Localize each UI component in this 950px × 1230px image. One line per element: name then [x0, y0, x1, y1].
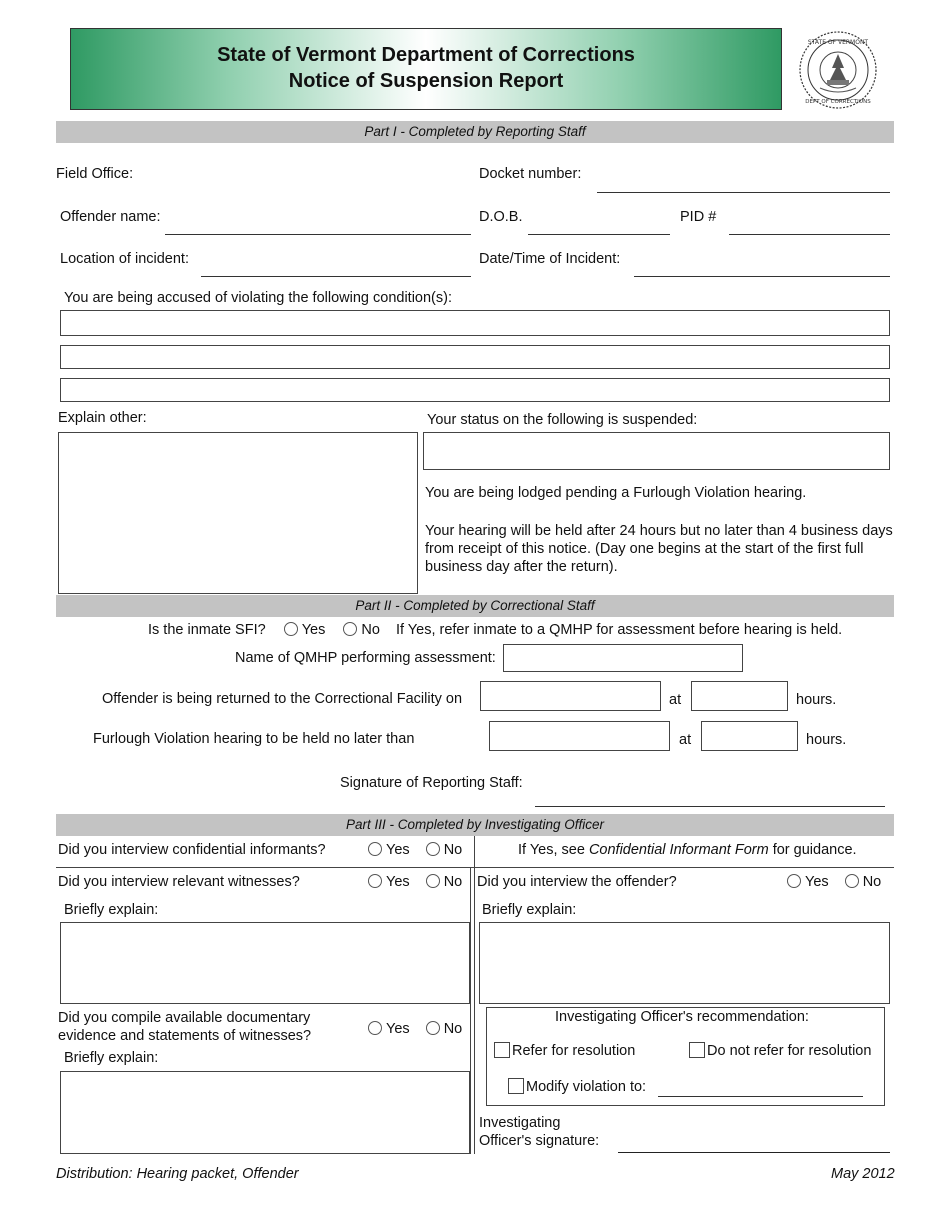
qmhp-name-field[interactable]	[503, 644, 743, 672]
modify-label: Modify violation to:	[526, 1079, 647, 1095]
modify-checkbox[interactable]	[508, 1078, 524, 1094]
explain-other-field[interactable]	[58, 432, 418, 594]
sfi-yes-radio[interactable]	[284, 622, 298, 636]
status-suspended-field[interactable]	[423, 432, 890, 470]
documentary-yes-option[interactable]	[368, 1021, 410, 1037]
informants-note-post: for guidance.	[768, 842, 857, 858]
sfi-no-label: No	[361, 622, 380, 638]
witnesses-yes-label: Yes	[386, 874, 410, 890]
svg-text:STATE OF VERMONT: STATE OF VERMONT	[807, 39, 869, 46]
condition-field-1[interactable]	[60, 310, 890, 336]
part1-section-band: Part I - Completed by Reporting Staff	[56, 121, 894, 143]
refer-label: Refer for resolution	[512, 1043, 636, 1059]
qmhp-name-label: Name of QMHP performing assessment:	[235, 650, 496, 666]
part3-divider	[474, 836, 475, 1154]
documentary-no-label: No	[443, 1021, 463, 1037]
offender-interview-options	[787, 874, 881, 890]
witnesses-yes-option[interactable]	[368, 874, 410, 890]
refer-checkbox[interactable]	[494, 1042, 510, 1058]
hearing-date-field[interactable]	[489, 721, 670, 751]
dob-label: D.O.B.	[479, 209, 523, 225]
offender-explain-label: Briefly explain:	[482, 902, 577, 918]
documentary-options	[368, 1021, 462, 1037]
form-title-line1: State of Vermont Department of Corrections	[217, 44, 635, 66]
informants-options	[368, 842, 462, 858]
informants-question: Did you interview confidential informants?	[58, 842, 326, 858]
officer-signature-line1: Investigating	[479, 1115, 561, 1131]
offender-interview-question: Did you interview the offender?	[477, 874, 677, 890]
offender-name-label: Offender name:	[60, 209, 161, 225]
sfi-note: If Yes, refer inmate to a QMHP for assessment before hearing is held.	[395, 622, 843, 638]
witnesses-no-radio[interactable]	[426, 874, 440, 888]
do-not-refer-checkbox[interactable]	[689, 1042, 705, 1058]
officer-signature-field[interactable]	[618, 1152, 890, 1153]
witnesses-no-option[interactable]	[426, 874, 463, 890]
documentary-yes-radio[interactable]	[368, 1021, 382, 1035]
offender-no-label: No	[862, 874, 882, 890]
part3-row-divider	[56, 867, 894, 868]
returned-hours-label: hours.	[796, 692, 837, 708]
documentary-yes-label: Yes	[386, 1021, 410, 1037]
informants-no-option[interactable]	[426, 842, 463, 858]
form-title-line2: Notice of Suspension Report	[288, 70, 564, 92]
reporting-signature-field[interactable]	[535, 806, 885, 807]
docket-number-label: Docket number:	[479, 166, 582, 182]
sfi-no-option[interactable]	[343, 622, 380, 638]
returned-at-label: at	[669, 692, 682, 708]
sfi-yes-label: Yes	[301, 622, 326, 638]
witnesses-yes-radio[interactable]	[368, 874, 382, 888]
form-title-banner	[70, 28, 782, 110]
sfi-yes-option[interactable]	[284, 622, 326, 638]
location-label: Location of incident:	[60, 251, 189, 267]
hearing-info-text: Your hearing will be held after 24 hours but no later than 4 business days from receipt of this notice. (Day one begins at the start of the first full business day after the return).	[425, 523, 893, 575]
part2-section-band: Part II - Completed by Correctional Staff	[56, 595, 894, 617]
documentary-question	[58, 1009, 311, 1045]
informants-yes-label: Yes	[386, 842, 410, 858]
witnesses-no-label: No	[443, 874, 463, 890]
offender-yes-label: Yes	[805, 874, 829, 890]
witnesses-options	[368, 874, 462, 890]
do-not-refer-label: Do not refer for resolution	[707, 1043, 872, 1059]
reporting-signature-label: Signature of Reporting Staff:	[340, 775, 523, 791]
informants-note	[518, 842, 857, 858]
modify-option[interactable]	[508, 1078, 646, 1095]
part3-section-band: Part III - Completed by Investigating Officer	[56, 814, 894, 836]
informant-form-reference: Confidential Informant Form	[588, 842, 769, 858]
condition-field-2[interactable]	[60, 345, 890, 369]
documentary-explain-label: Briefly explain:	[64, 1050, 159, 1066]
datetime-label: Date/Time of Incident:	[479, 251, 621, 267]
vermont-seal-icon	[797, 30, 879, 110]
recommendation-box	[486, 1007, 885, 1106]
witnesses-explain-label: Briefly explain:	[64, 902, 159, 918]
pid-label: PID #	[680, 209, 717, 225]
offender-no-radio[interactable]	[845, 874, 859, 888]
hearing-deadline-label: Furlough Violation hearing to be held no later than	[93, 731, 415, 747]
hearing-hours-label: hours.	[806, 732, 847, 748]
form-date: May 2012	[831, 1166, 895, 1182]
informants-no-label: No	[443, 842, 463, 858]
documentary-no-option[interactable]	[426, 1021, 463, 1037]
informants-yes-radio[interactable]	[368, 842, 382, 856]
informants-no-radio[interactable]	[426, 842, 440, 856]
status-suspended-label: Your status on the following is suspended:	[427, 412, 698, 428]
officer-signature-label	[479, 1114, 599, 1150]
offender-yes-radio[interactable]	[787, 874, 801, 888]
documentary-no-radio[interactable]	[426, 1021, 440, 1035]
sfi-question	[148, 622, 842, 638]
condition-field-3[interactable]	[60, 378, 890, 402]
hearing-at-label: at	[679, 732, 692, 748]
recommendation-title: Investigating Officer's recommendation:	[555, 1009, 809, 1025]
conditions-prompt: You are being accused of violating the following condition(s):	[64, 290, 452, 306]
hearing-time-field[interactable]	[701, 721, 798, 751]
sfi-no-radio[interactable]	[343, 622, 357, 636]
documentary-question-line2: evidence and statements of witnesses?	[58, 1028, 312, 1044]
dob-field[interactable]	[528, 234, 670, 235]
offender-yes-option[interactable]	[787, 874, 829, 890]
returned-time-field[interactable]	[691, 681, 788, 711]
part3-divider-inner	[470, 868, 471, 1154]
offender-name-field[interactable]	[165, 234, 471, 235]
lodged-notice: You are being lodged pending a Furlough Violation hearing.	[425, 485, 807, 501]
witnesses-explain-field[interactable]	[60, 922, 470, 1004]
pid-field[interactable]	[729, 234, 890, 235]
offender-no-option[interactable]	[845, 874, 882, 890]
documentary-question-line1: Did you compile available documentary	[58, 1010, 311, 1026]
witnesses-question: Did you interview relevant witnesses?	[58, 874, 300, 890]
svg-text:DEPT OF CORRECTIONS: DEPT OF CORRECTIONS	[805, 99, 871, 105]
do-not-refer-option[interactable]	[689, 1042, 871, 1059]
distribution-note: Distribution: Hearing packet, Offender	[56, 1166, 299, 1182]
refer-option[interactable]	[494, 1042, 635, 1059]
offender-explain-field[interactable]	[479, 922, 890, 1004]
modify-violation-field[interactable]	[658, 1096, 863, 1097]
informants-yes-option[interactable]	[368, 842, 410, 858]
docket-number-field[interactable]	[597, 192, 890, 193]
datetime-field[interactable]	[634, 276, 890, 277]
explain-other-label: Explain other:	[58, 410, 147, 426]
returned-label: Offender is being returned to the Correctional Facility on	[102, 691, 463, 707]
returned-date-field[interactable]	[480, 681, 661, 711]
sfi-question-text: Is the inmate SFI?	[148, 622, 266, 638]
informants-note-pre: If Yes, see	[518, 842, 589, 858]
location-field[interactable]	[201, 276, 471, 277]
documentary-explain-field[interactable]	[60, 1071, 470, 1154]
field-office-label: Field Office:	[56, 166, 134, 182]
officer-signature-line2: Officer's signature:	[479, 1133, 600, 1149]
